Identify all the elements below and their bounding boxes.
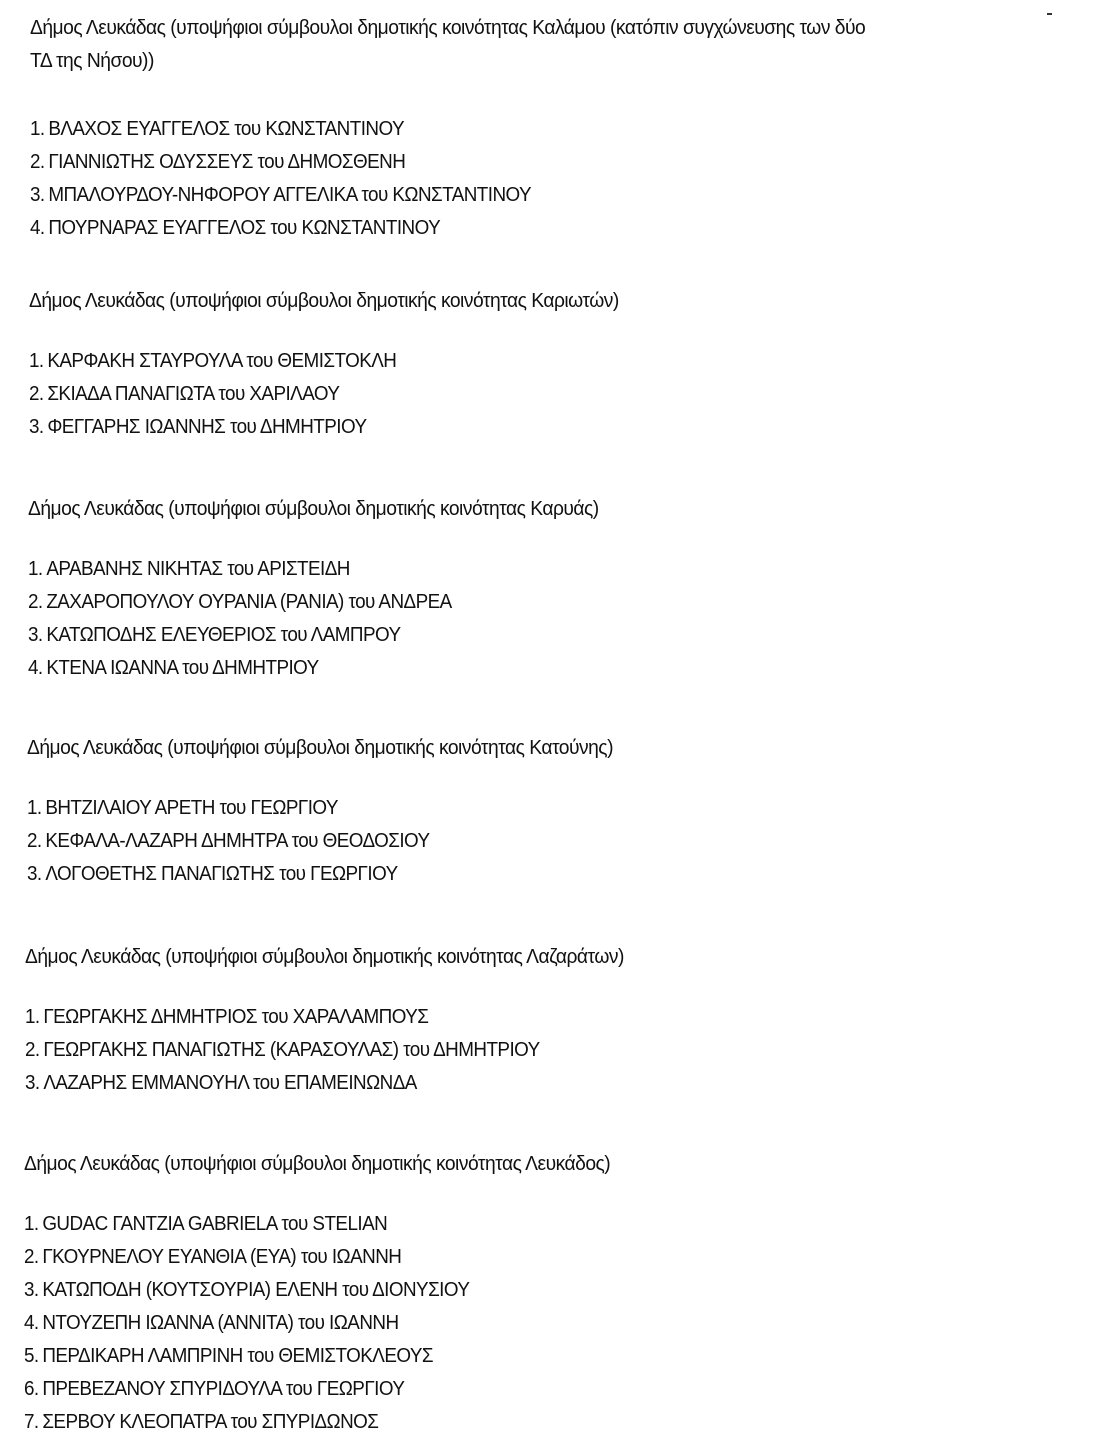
list-item: [24, 1339, 1031, 1372]
candidate-name: ΚΑΤΩΠΟΔΗΣ ΕΛΕΥΘΕΡΙΟΣ του ΛΑΜΠΡΟΥ: [46, 623, 401, 646]
item-number: 7.: [24, 1410, 39, 1433]
candidate-name: ΛΑΖΑΡΗΣ ΕΜΜΑΝΟΥΗΛ του ΕΠΑΜΕΙΝΩΝΔΑ: [43, 1071, 417, 1094]
section-karya: [28, 492, 1095, 684]
candidate-name: ΖΑΧΑΡΟΠΟΥΛΟΥ ΟΥΡΑΝΙΑ (ΡΑΝΙΑ) του ΑΝΔΡΕΑ: [46, 590, 452, 613]
list-item: [30, 178, 1037, 211]
section-heading: Δήμος Λευκάδας (υποψήφιοι σύμβουλοι δημοτικής κοινότητας Καλάμου (κατόπιν συγχώνευσης των δύο ΤΔ της Νήσου)): [30, 16, 866, 72]
list-item: [24, 1273, 1031, 1306]
list-item: [24, 1372, 1031, 1405]
item-number: 3.: [24, 1278, 39, 1301]
candidate-name: ΠΡΕΒΕΖΑΝΟΥ ΣΠΥΡΙΔΟΥΛΑ του ΓΕΩΡΓΙΟΥ: [42, 1377, 405, 1400]
candidate-name: ΦΕΓΓΑΡΗΣ ΙΩΑΝΝΗΣ του ΔΗΜΗΤΡΙΟΥ: [47, 415, 367, 438]
section-heading: Δήμος Λευκάδας (υποψήφιοι σύμβουλοι δημοτικής κοινότητας Λαζαράτων): [25, 945, 624, 968]
candidate-list: [29, 344, 1095, 443]
candidate-name: ΠΟΥΡΝΑΡΑΣ ΕΥΑΓΓΕΛΟΣ του ΚΩΝΣΤΑΝΤΙΝΟΥ: [48, 216, 441, 239]
section-heading: Δήμος Λευκάδας (υποψήφιοι σύμβουλοι δημοτικής κοινότητας Καριωτών): [29, 289, 619, 312]
item-number: 1.: [28, 557, 43, 580]
item-number: 2.: [30, 150, 45, 173]
list-item: [27, 791, 1034, 824]
item-number: 3.: [28, 623, 43, 646]
section-heading: Δήμος Λευκάδας (υποψήφιοι σύμβουλοι δημοτικής κοινότητας Κατούνης): [27, 736, 613, 759]
candidate-list: [24, 1207, 1095, 1438]
item-number: 3.: [27, 862, 42, 885]
list-item: [25, 1033, 1032, 1066]
candidate-name: ΜΠΑΛΟΥΡΔΟΥ-ΝΗΦΟΡΟΥ ΑΓΓΕΛΙΚΑ του ΚΩΝΣΤΑΝΤΙΝΟΥ: [48, 183, 532, 206]
item-number: 2.: [24, 1245, 39, 1268]
candidate-list: [25, 1000, 1095, 1099]
item-number: 1.: [29, 349, 44, 372]
section-katouna: [27, 731, 1095, 890]
item-number: 2.: [29, 382, 44, 405]
candidate-name: ΚΑΡΦΑΚΗ ΣΤΑΥΡΟΥΛΑ του ΘΕΜΙΣΤΟΚΛΗ: [47, 349, 397, 372]
list-item: [24, 1306, 1031, 1339]
list-item: [28, 585, 1035, 618]
section-lefkada: [24, 1147, 1095, 1438]
list-item: [29, 410, 1036, 443]
list-item: [24, 1207, 1031, 1240]
list-item: [28, 651, 1035, 684]
list-item: [28, 552, 1035, 585]
candidate-name: ΓΚΟΥΡΝΕΛΟΥ ΕΥΑΝΘΙΑ (ΕΥΑ) του ΙΩΑΝΝΗ: [42, 1245, 402, 1268]
item-number: 3.: [25, 1071, 40, 1094]
item-number: 4.: [24, 1311, 39, 1334]
item-number: 6.: [24, 1377, 39, 1400]
candidate-name: ΣΚΙΑΔΑ ΠΑΝΑΓΙΩΤΑ του ΧΑΡΙΛΑΟΥ: [47, 382, 340, 405]
list-item: [30, 112, 1037, 145]
list-item: [24, 1405, 1031, 1438]
item-number: 3.: [30, 183, 45, 206]
candidate-name: ΒΗΤΖΙΛΑΙΟΥ ΑΡΕΤΗ του ΓΕΩΡΓΙΟΥ: [45, 796, 338, 819]
item-number: 1.: [25, 1005, 40, 1028]
list-item: [27, 857, 1034, 890]
candidate-list: [27, 791, 1095, 890]
item-number: 1.: [27, 796, 42, 819]
candidate-name: ΒΛΑΧΟΣ ΕΥΑΓΓΕΛΟΣ του ΚΩΝΣΤΑΝΤΙΝΟΥ: [48, 117, 404, 140]
list-item: [30, 145, 1037, 178]
candidate-name: ΝΤΟΥΖΕΠΗ ΙΩΑΝΝΑ (ΑΝΝΙΤΑ) του ΙΩΑΝΝΗ: [42, 1311, 399, 1334]
list-item: [29, 344, 1036, 377]
candidate-name: ΚΕΦΑΛΑ-ΛΑΖΑΡΗ ΔΗΜΗΤΡΑ του ΘΕΟΔΟΣΙΟΥ: [45, 829, 430, 852]
section-lazarata: [25, 940, 1095, 1099]
candidate-list: [30, 112, 1095, 244]
candidate-name: ΓΙΑΝΝΙΩΤΗΣ ΟΔΥΣΣΕΥΣ του ΔΗΜΟΣΘΕΝΗ: [48, 150, 406, 173]
item-number: 1.: [30, 117, 45, 140]
section-kariotes: [29, 284, 1095, 443]
candidate-name: ΓΕΩΡΓΑΚΗΣ ΠΑΝΑΓΙΩΤΗΣ (ΚΑΡΑΣΟΥΛΑΣ) του ΔΗΜΗΤΡΙΟΥ: [43, 1038, 540, 1061]
list-item: [27, 824, 1034, 857]
section-heading: Δήμος Λευκάδας (υποψήφιοι σύμβουλοι δημοτικής κοινότητας Καρυάς): [28, 497, 599, 520]
item-number: 5.: [24, 1344, 39, 1367]
section-heading: Δήμος Λευκάδας (υποψήφιοι σύμβουλοι δημοτικής κοινότητας Λευκάδος): [24, 1152, 611, 1175]
item-number: 4.: [30, 216, 45, 239]
candidate-name: ΓΕΩΡΓΑΚΗΣ ΔΗΜΗΤΡΙΟΣ του ΧΑΡΑΛΑΜΠΟΥΣ: [43, 1005, 429, 1028]
list-item: [28, 618, 1035, 651]
list-item: [24, 1240, 1031, 1273]
candidate-name: ΛΟΓΟΘΕΤΗΣ ΠΑΝΑΓΙΩΤΗΣ του ΓΕΩΡΓΙΟΥ: [45, 862, 398, 885]
list-item: [29, 377, 1036, 410]
candidate-name: ΠΕΡΔΙΚΑΡΗ ΛΑΜΠΡΙΝΗ του ΘΕΜΙΣΤΟΚΛΕΟΥΣ: [42, 1344, 434, 1367]
list-item: [25, 1066, 1032, 1099]
item-number: 3.: [29, 415, 44, 438]
item-number: 2.: [28, 590, 43, 613]
item-number: 2.: [25, 1038, 40, 1061]
candidate-name: ΑΡΑΒΑΝΗΣ ΝΙΚΗΤΑΣ του ΑΡΙΣΤΕΙΔΗ: [46, 557, 350, 580]
candidate-name: ΣΕΡΒΟΥ ΚΛΕΟΠΑΤΡΑ του ΣΠΥΡΙΔΩΝΟΣ: [42, 1410, 379, 1433]
section-kalamos: [30, 11, 1095, 244]
item-number: 2.: [27, 829, 42, 852]
item-number: 1.: [24, 1212, 39, 1235]
candidate-name: ΚΤΕΝΑ ΙΩΑΝΝΑ του ΔΗΜΗΤΡΙΟΥ: [46, 656, 319, 679]
list-item: [25, 1000, 1032, 1033]
candidate-name: ΚΑΤΩΠΟΔΗ (ΚΟΥΤΣΟΥΡΙΑ) ΕΛΕΝΗ του ΔΙΟΝΥΣΙΟΥ: [42, 1278, 470, 1301]
list-item: [30, 211, 1037, 244]
candidate-name: GUDAC ΓΑΝΤΖΙΑ GABRIELA του STELIAN: [42, 1212, 388, 1235]
candidate-list: [28, 552, 1095, 684]
item-number: 4.: [28, 656, 43, 679]
